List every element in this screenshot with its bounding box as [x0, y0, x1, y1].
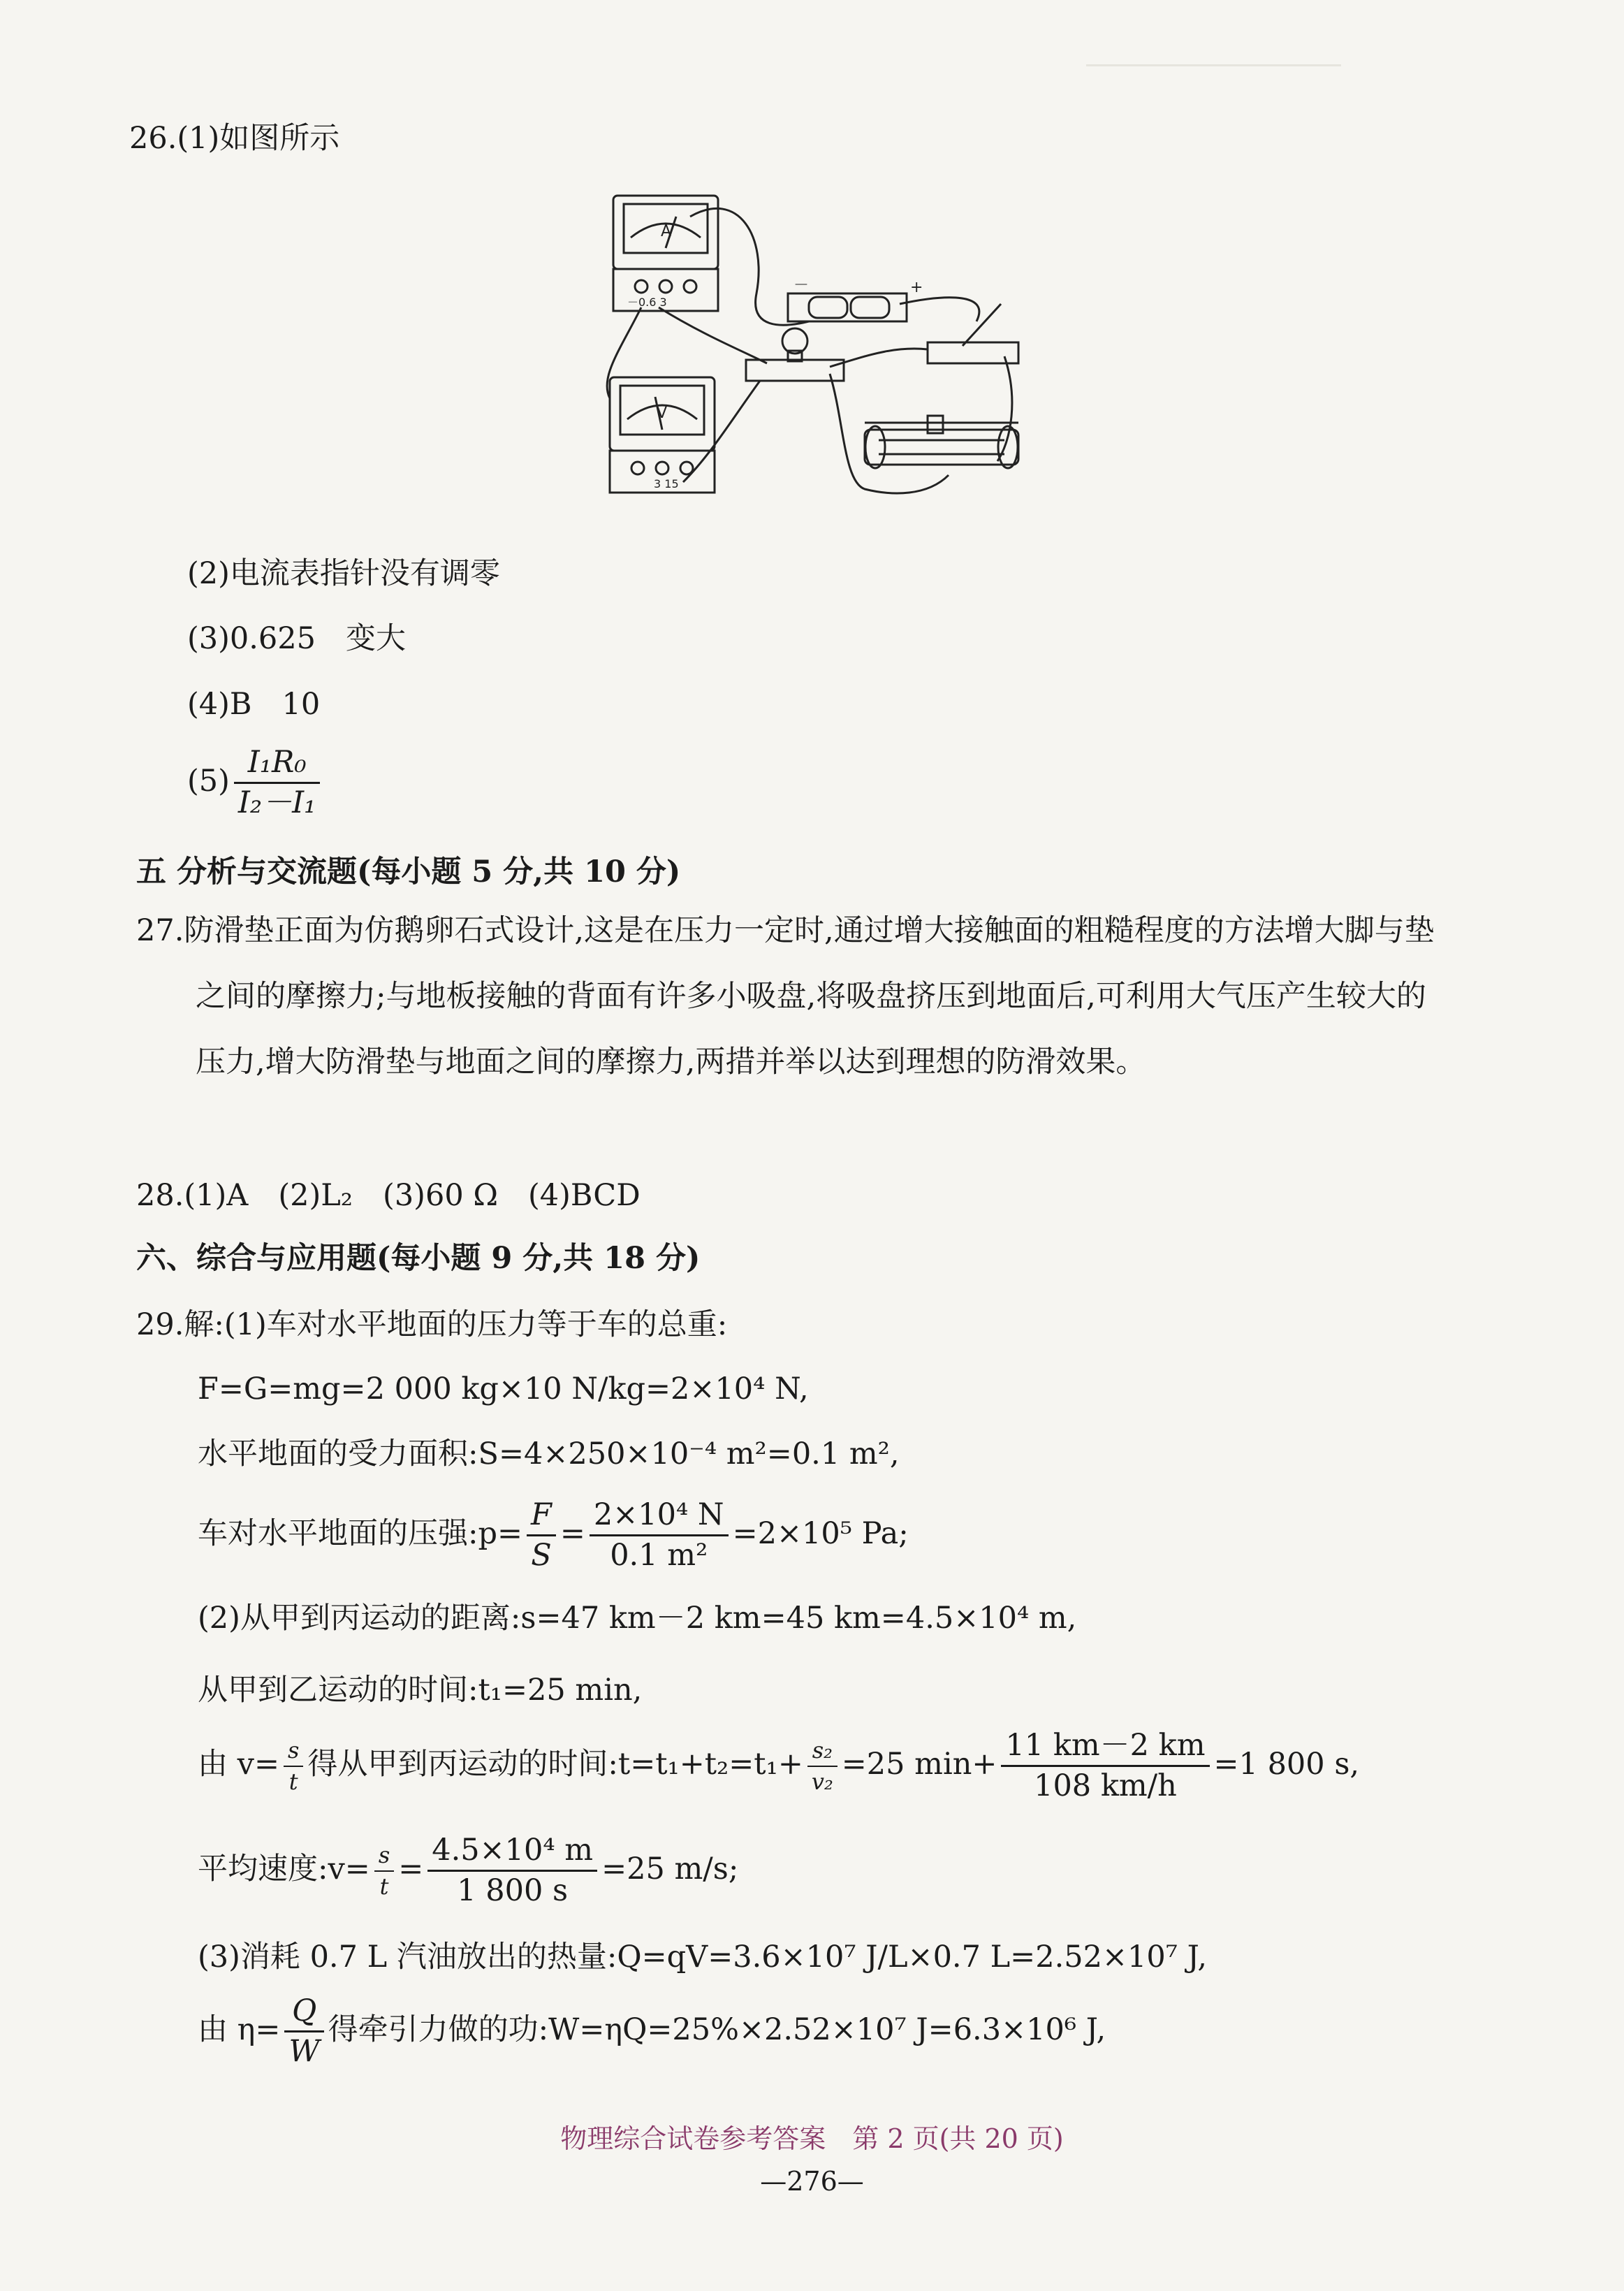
voltmeter-terminal-15 [680, 462, 693, 474]
q29-line4-frac1-den: S [531, 1538, 552, 1573]
q29-line4-prefix: 车对水平地面的压强:p= [198, 1515, 523, 1551]
q29-line7-frac2-den: v₂ [811, 1768, 833, 1795]
q29-line7-frac3 [1001, 1729, 1209, 1803]
q29-line8-frac1-den: t [379, 1872, 389, 1900]
q29-line3: 水平地面的受力面积:S=4×250×10⁻⁴ m²=0.1 m², [198, 1437, 900, 1471]
q26-part5-prefix: (5) [187, 763, 230, 799]
q29-line2: F=G=mg=2 000 kg×10 N/kg=2×10⁴ N, [198, 1372, 809, 1406]
battery-minus-label: － [793, 277, 810, 294]
q26-part4: (4)B 10 [187, 687, 321, 722]
q29-line10-frac [284, 1995, 323, 2069]
q29-line4-frac2 [590, 1499, 729, 1573]
q29-line7 [198, 1729, 1359, 1803]
wire-ammeter-lamp [659, 307, 767, 363]
section-6-title: 六、综合与应用题(每小题 9 分,共 18 分) [136, 1241, 701, 1276]
q29-line7-frac2-num: s₂ [807, 1738, 837, 1767]
q29-line4-suffix: =2×10⁵ Pa; [732, 1515, 909, 1551]
q27-answer [136, 898, 1435, 1095]
q29-line8-frac2 [427, 1834, 597, 1908]
voltmeter-terminal-minus [631, 462, 644, 474]
q29-line8-frac1 [374, 1843, 394, 1899]
wire-battery-switch [900, 298, 979, 321]
q29-line8-frac2-num: 4.5×10⁴ m [427, 1834, 597, 1872]
circuit-diagram [599, 189, 1025, 510]
battery-plus-label: + [910, 279, 923, 296]
q29-line7-frac1 [284, 1738, 303, 1794]
q29-line4-frac1 [527, 1499, 556, 1573]
q29-line8-suffix: =25 m/s; [601, 1851, 739, 1886]
q29-line1: 29.解:(1)车对水平地面的压力等于车的总重: [136, 1307, 728, 1342]
q26-part5-fraction [234, 746, 320, 820]
q29-line7-frac1-den: t [288, 1768, 298, 1795]
q29-line4-frac2-num: 2×10⁴ N [590, 1499, 729, 1536]
q29-line8-prefix: 平均速度:v= [198, 1851, 370, 1886]
q29-line7-mid: 得从甲到丙运动的时间:t=t₁+t₂=t₁+ [307, 1746, 803, 1782]
lamp-base [746, 360, 844, 381]
battery-cell-2 [851, 297, 889, 318]
wire-switch-rheostat [997, 356, 1012, 461]
q29-line7-frac2 [807, 1738, 837, 1794]
q27-text: 27.防滑垫正面为仿鹅卵石式设计,这是在压力一定时,通过增大接触面的粗糙程度的方法增大脚与垫之间的摩擦力;与地板接触的背面有许多小吸盘,将吸盘挤压到地面后,可利用大气压产生较大的压力,增大防滑垫与地面之间的摩擦力,两措并举以达到理想的防滑效果。 [136, 913, 1435, 1079]
q29-line4-frac1-num: F [527, 1499, 556, 1536]
q26-part1: 26.(1)如图所示 [129, 121, 340, 156]
q26-part3: (3)0.625 变大 [187, 621, 407, 656]
top-rule [1086, 64, 1341, 66]
ammeter-scale-label: －0.6 3 [627, 296, 667, 309]
q26-part5-numerator: I₁R₀ [234, 746, 320, 784]
ammeter-terminal-minus [635, 280, 648, 293]
battery-cell-1 [809, 297, 847, 318]
q29-line10-frac-num: Q [284, 1995, 323, 2032]
q29-line4 [198, 1499, 909, 1573]
q29-line8-frac2-den: 1 800 s [457, 1873, 569, 1909]
footer-title: 物理综合试卷参考答案 第 2 页(共 20 页) [560, 2123, 1064, 2154]
q29-line6: 从甲到乙运动的时间:t₁=25 min, [198, 1673, 643, 1708]
q29-line10-frac-den: W [288, 2034, 320, 2070]
q29-line7-frac1-num: s [284, 1738, 303, 1767]
q29-line7-prefix: 由 v= [198, 1746, 279, 1782]
q29-line5: (2)从甲到丙运动的距离:s=47 km－2 km=45 km=4.5×10⁴ m, [198, 1601, 1077, 1636]
q28-answer: 28.(1)A (2)L₂ (3)60 Ω (4)BCD [136, 1178, 641, 1213]
ammeter-terminal-3 [684, 280, 696, 293]
ammeter-terminal-06 [659, 280, 672, 293]
q29-line4-eq: = [559, 1515, 585, 1551]
q26-part5-denominator: I₂－I₁ [237, 785, 316, 821]
q29-line4-frac2-den: 0.1 m² [610, 1538, 708, 1573]
q29-line8-eq: = [398, 1851, 424, 1886]
q26-part2: (2)电流表指针没有调零 [187, 556, 500, 591]
q29-line8 [198, 1834, 738, 1908]
section-5-title: 五 分析与交流题(每小题 5 分,共 10 分) [136, 854, 681, 889]
voltmeter-scale-label: 3 15 [654, 477, 679, 490]
page-number: —276— [760, 2166, 864, 2197]
q26-part5 [187, 746, 324, 820]
q29-line9: (3)消耗 0.7 L 汽油放出的热量:Q=qV=3.6×10⁷ J/L×0.7 L=2.52×10⁷ J, [198, 1940, 1207, 1974]
q29-line10 [198, 1995, 1106, 2069]
voltmeter-letter: V [657, 405, 668, 422]
voltmeter-terminal-3 [656, 462, 668, 474]
rheostat-end-left [865, 426, 885, 468]
q29-line10-suffix: 得牵引力做的功:W=ηQ=25%×2.52×10⁷ J=6.3×10⁶ J, [328, 2012, 1106, 2047]
q29-line7-mid2: =25 min+ [841, 1746, 997, 1782]
wire-voltmeter-lamp [683, 381, 760, 482]
switch-lever [963, 304, 1001, 346]
rheostat-body [865, 430, 1018, 465]
ammeter-letter: A [661, 223, 672, 240]
q29-line7-suffix: =1 800 s, [1213, 1746, 1360, 1782]
q29-line10-prefix: 由 η= [198, 2012, 281, 2047]
q29-line7-frac3-num: 11 km－2 km [1001, 1729, 1209, 1767]
q29-line7-frac3-den: 108 km/h [1034, 1768, 1177, 1804]
q29-line8-frac1-num: s [374, 1843, 394, 1872]
